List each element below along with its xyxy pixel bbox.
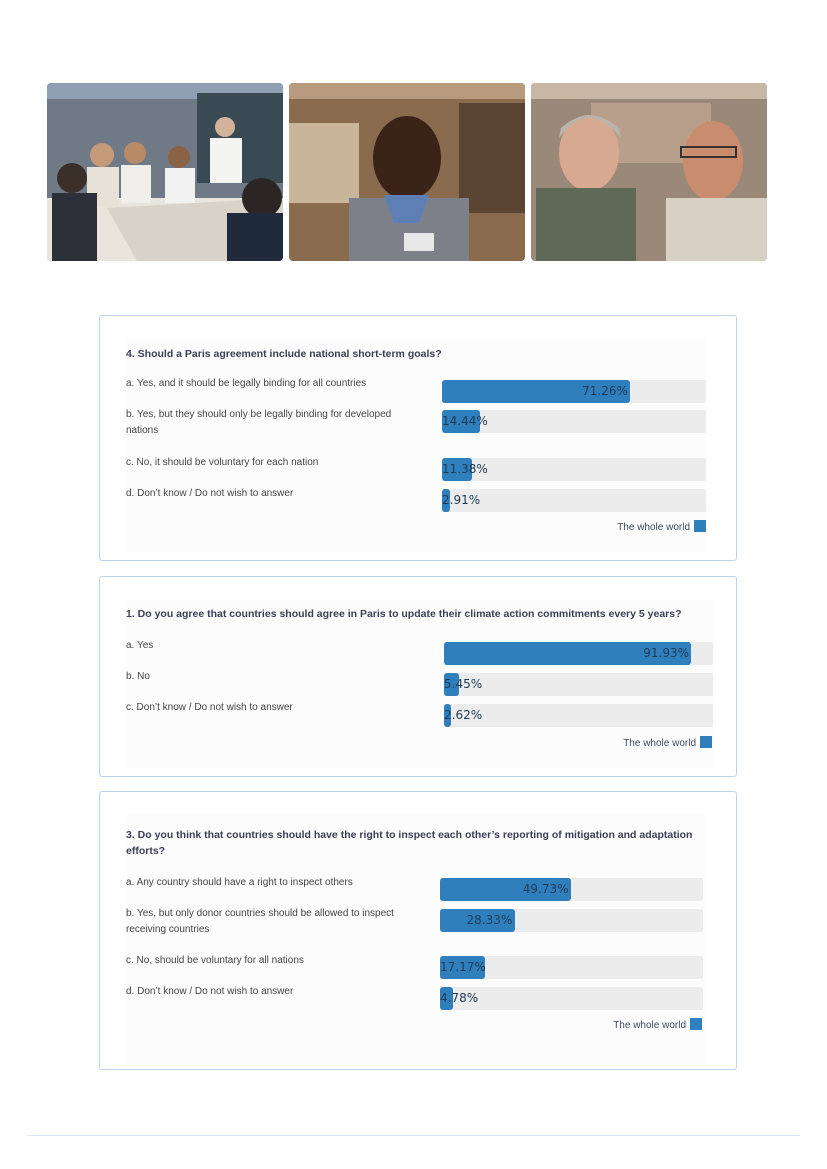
man-portrait-photo: [289, 83, 525, 261]
bar-percentage: 5.45%: [444, 677, 483, 691]
bar-track: [442, 410, 706, 433]
question-title: 3. Do you think that countries should have the right to inspect each other’s reporting of mitigation and adaptation efforts?: [126, 829, 693, 857]
bar-track: [440, 878, 703, 901]
two-men-photo: [531, 83, 767, 261]
legend-swatch: [700, 736, 712, 748]
poll-panel-q4: [99, 315, 737, 561]
bar-track: [444, 704, 713, 727]
bar-track: [440, 956, 703, 979]
bar-track: [444, 673, 713, 696]
footer-divider: [27, 1135, 800, 1136]
option-label: c. Don’t know / Do not wish to answer: [126, 702, 293, 713]
bar-percentage: 2.91%: [442, 493, 481, 507]
bar-percentage: 71.26%: [582, 384, 628, 398]
legend: [623, 736, 712, 749]
option-label: d. Don’t know / Do not wish to answer: [126, 488, 294, 499]
legend-label: The whole world: [623, 738, 696, 749]
option-label: a. Yes: [126, 640, 154, 651]
legend-swatch: [694, 520, 706, 532]
option-label: b. Yes, but only donor countries should be allowed to inspect receiving countries: [126, 908, 394, 935]
option-label: a. Any country should have a right to inspect others: [126, 877, 353, 888]
bar-percentage: 17.17%: [440, 960, 486, 974]
bar-percentage: 14.44%: [442, 414, 488, 428]
option-label: b. No: [126, 671, 150, 682]
option-label: a. Yes, and it should be legally binding for all countries: [126, 378, 367, 389]
bar-track: [442, 489, 706, 512]
bar-percentage: 49.73%: [522, 882, 569, 896]
legend: [613, 1018, 702, 1031]
meeting-table-photo: [47, 83, 283, 261]
bar-percentage: 28.33%: [466, 913, 513, 927]
bar-percentage: 91.93%: [643, 646, 690, 660]
poll-panel-q3: [99, 791, 737, 1070]
option-label: d. Don’t know / Do not wish to answer: [126, 986, 294, 997]
bar-percentage: 11.38%: [442, 462, 488, 476]
bar-percentage: 4.78%: [440, 991, 479, 1005]
option-label: b. Yes, but they should only be legally binding for developed nations: [126, 409, 392, 436]
bar-track: [440, 909, 703, 932]
legend-swatch: [690, 1018, 702, 1030]
legend: [617, 520, 706, 533]
legend-label: The whole world: [613, 1020, 686, 1031]
bar-track: [442, 458, 706, 481]
legend-label: The whole world: [617, 522, 690, 533]
question-title: 1. Do you agree that countries should agree in Paris to update their climate action commitments every 5 years?: [126, 608, 682, 620]
option-label: c. No, it should be voluntary for each nation: [126, 457, 319, 468]
question-title: 4. Should a Paris agreement include national short-term goals?: [126, 348, 442, 360]
bar-track: [440, 987, 703, 1010]
poll-panel-q1: [99, 576, 737, 777]
option-label: c. No, should be voluntary for all nations: [126, 955, 304, 966]
bar-percentage: 2.62%: [444, 708, 483, 722]
bar-track: [442, 380, 706, 403]
bar-track: [444, 642, 713, 665]
